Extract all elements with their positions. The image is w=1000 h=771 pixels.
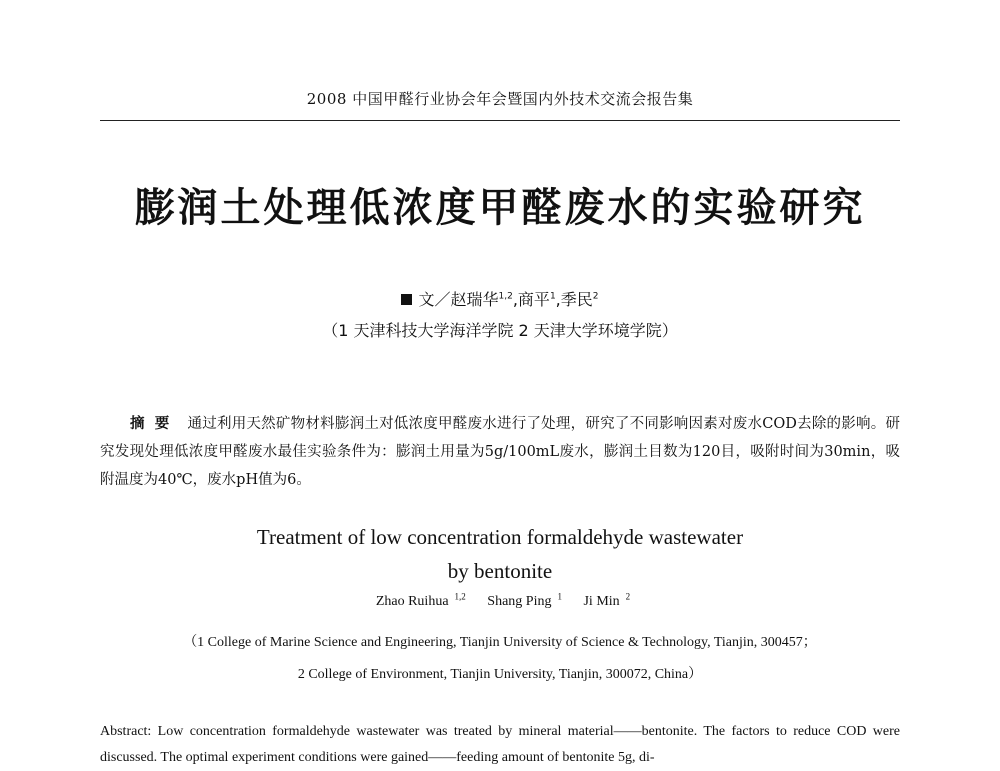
- english-title-line-1: Treatment of low concentration formaldehyde wastewater: [256, 525, 744, 549]
- author-2: 商平: [517, 290, 550, 309]
- en-author-1: Zhao Ruihua $^{1,2}$: [375, 591, 466, 609]
- affiliation-cn: （1 天津科技大学海洋学院 2 天津大学环境学院）: [322, 321, 678, 340]
- english-title: [100, 520, 900, 588]
- english-affiliation: [60, 627, 940, 691]
- abstract-cn-text: 通过利用天然矿物材料膨润土对低浓度甲醛废水进行了处理，研究了不同影响因素对废水COD去除的影响。研究发现处理低浓度甲醛废水最佳实验条件为：膨润土用量为5g/100mL废水，膨润土目数为120目，吸附时间为30min，吸附温度为40℃，废水pH值为6。: [100, 416, 901, 488]
- abstract-en: Abstract: Low concentration formaldehyde wastewater was treated by mineral material——bentonite. The factors to reduce COD were discussed. The optimal experiment conditions were gained——feeding amount of bentonite 5g, di-: [100, 724, 900, 765]
- square-bullet-icon: [401, 294, 412, 305]
- author-1-sup: 1,2: [498, 291, 513, 302]
- en-author-3: Ji Min $^2$: [583, 591, 631, 609]
- english-affiliation-line-1: （1 College of Marine Science and Engineering, Tianjin University of Science & Technology, Tianjin, 300457；: [183, 635, 817, 650]
- author-3-sup: 2: [592, 291, 599, 302]
- en-author-2: Shang Ping $^1$: [487, 591, 562, 609]
- english-affiliation-line-2: 2 College of Environment, Tianjin University, Tianjin, 300072, China）: [297, 667, 703, 682]
- article-title: 膨润土处理低浓度甲醛废水的实验研究: [134, 184, 866, 231]
- author-1: 赵瑞华: [450, 290, 499, 309]
- author-2-sup: 1: [549, 291, 556, 302]
- author-line: 文／赵瑞华$^{1,2}$,商平$^1$,季民$^2$: [100, 287, 900, 310]
- english-author-line: [100, 591, 900, 610]
- running-header: 2008 中国甲醛行业协会年会暨国内外技术交流会报告集: [306, 90, 694, 108]
- abstract-cn-label: 摘要: [130, 415, 180, 432]
- author-3: 季民: [560, 290, 593, 309]
- abstract-cn: [100, 410, 900, 494]
- byline-prefix: 文／: [418, 290, 451, 309]
- header-rule: [100, 120, 900, 121]
- english-title-line-2: by bentonite: [447, 559, 553, 583]
